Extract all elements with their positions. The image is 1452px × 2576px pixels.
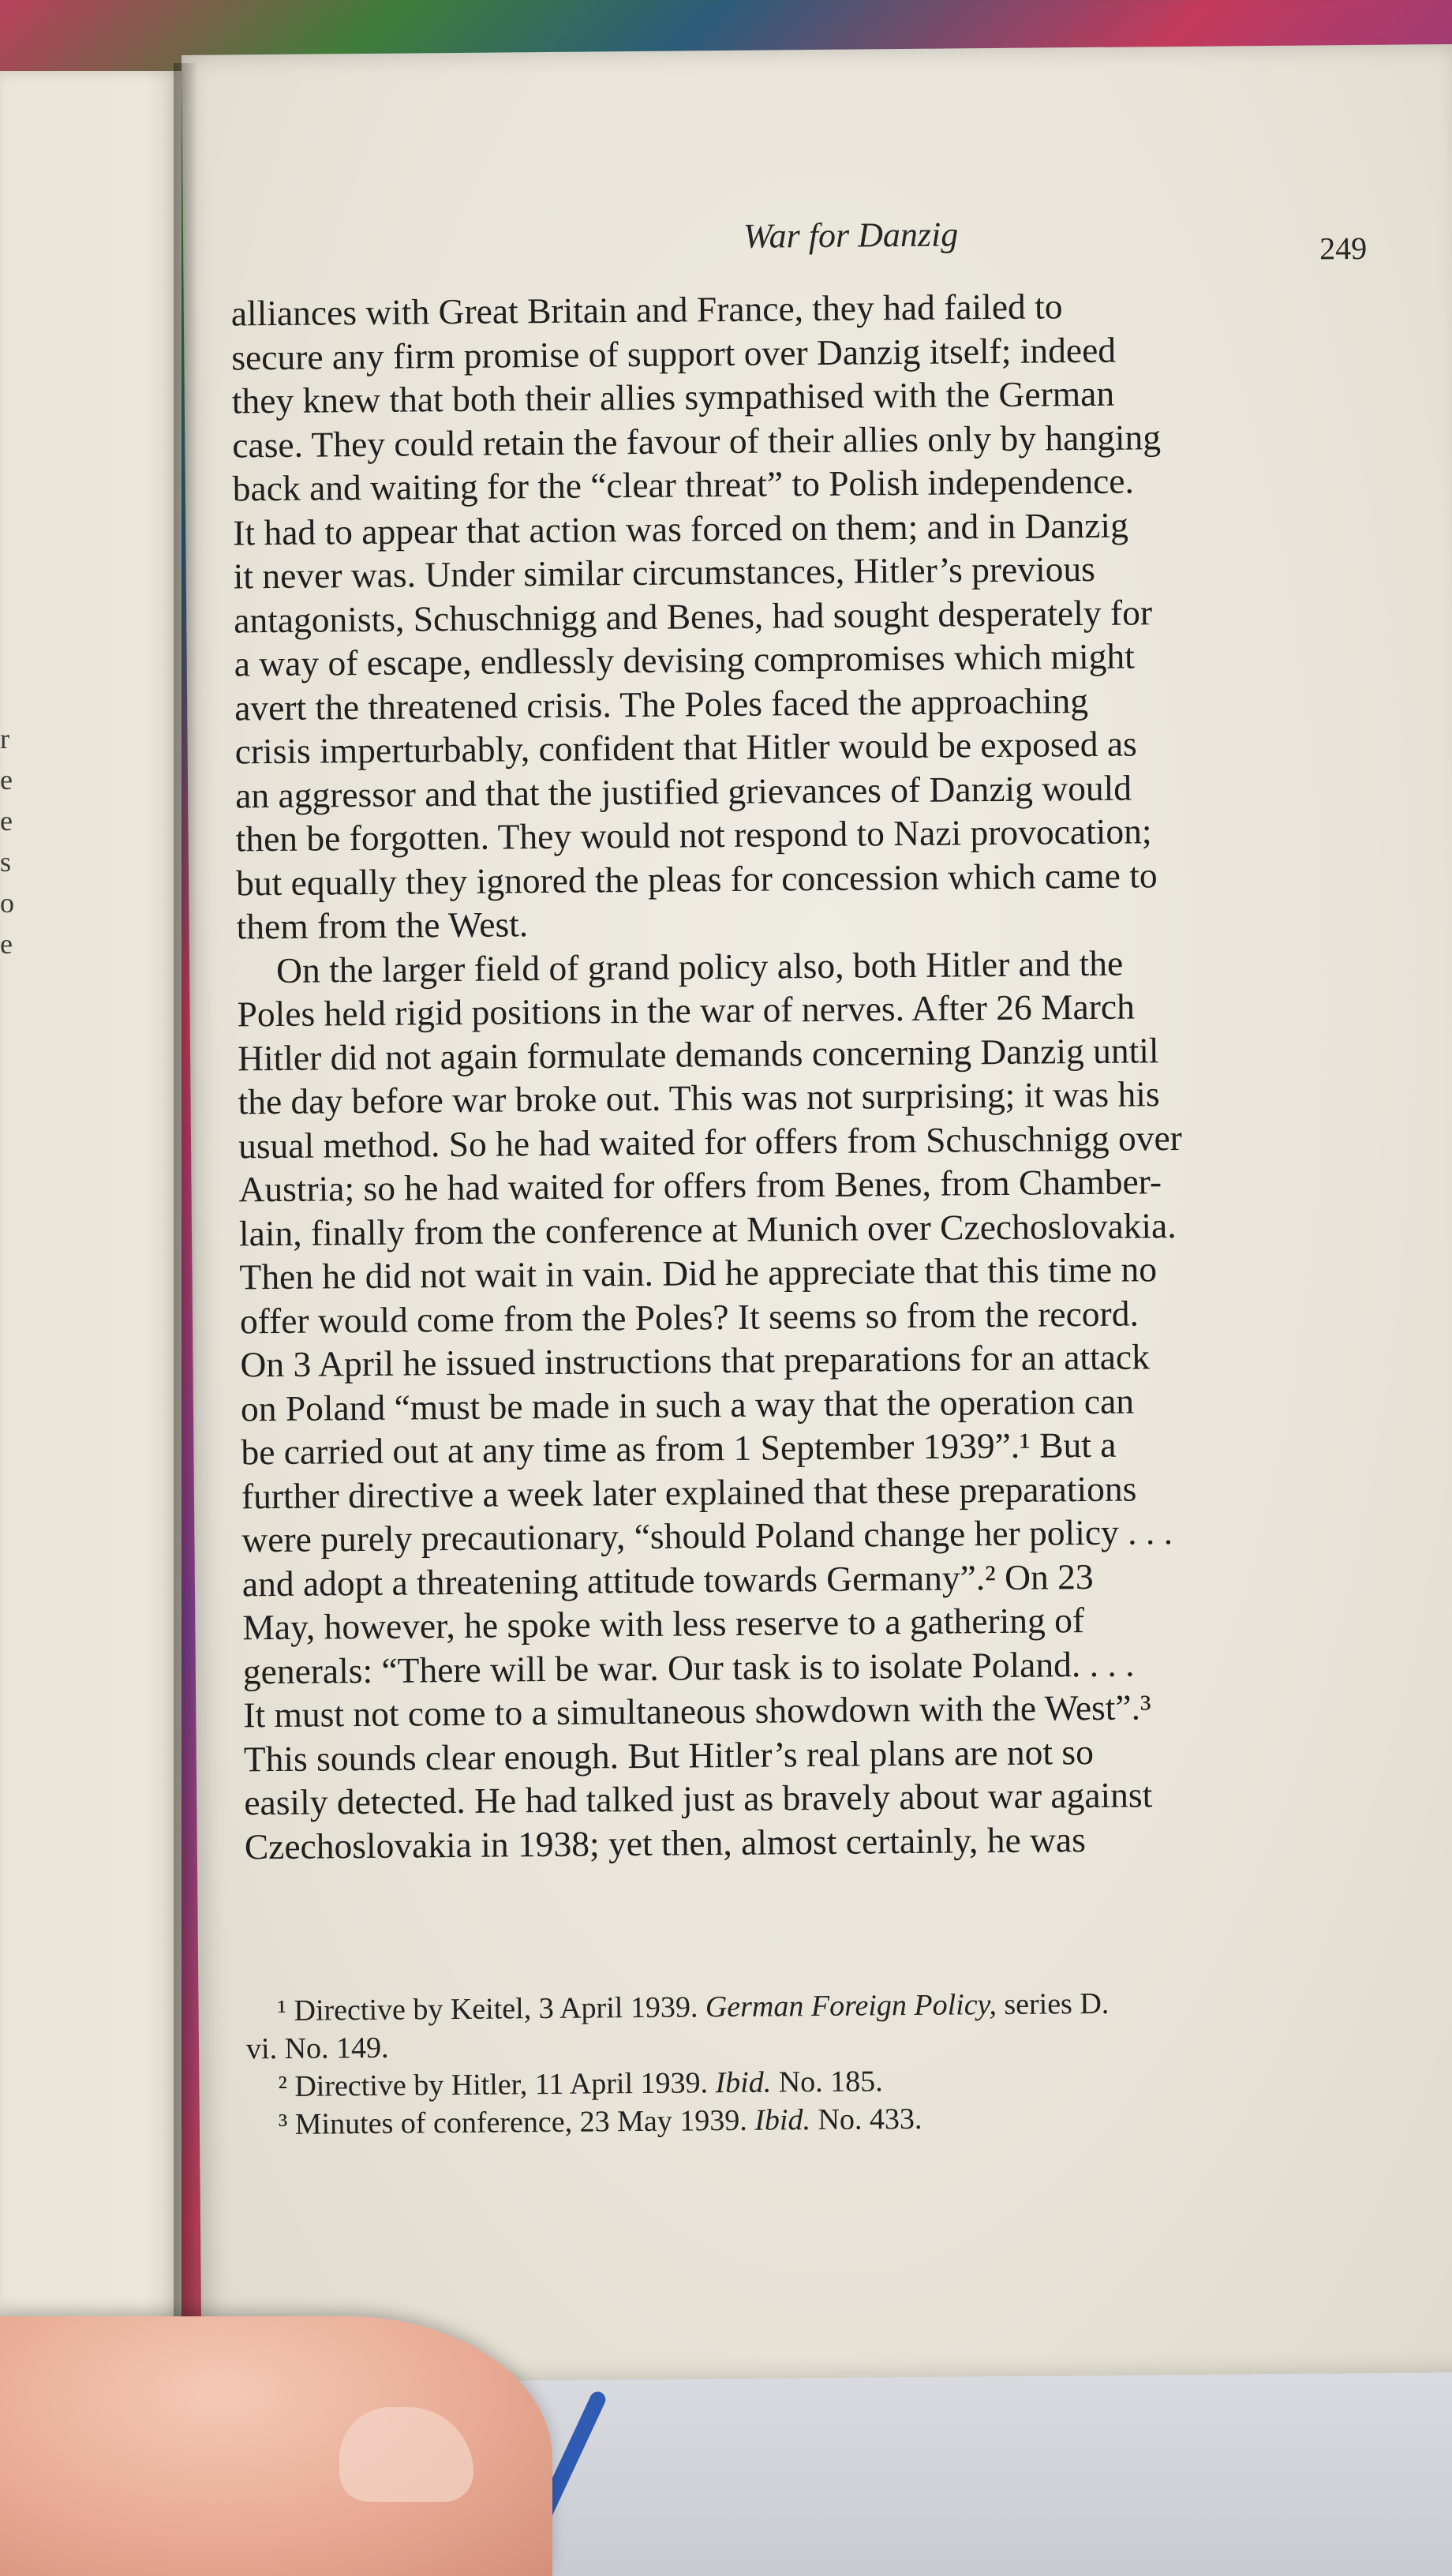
footnote-text: series D. [996, 1986, 1110, 2022]
text-line: usual method. So he had waited for offers from Schuschnigg over [238, 1117, 1183, 1166]
text-line: On the larger field of grand policy also, both Hitler and the [275, 942, 1124, 990]
text-line: an aggressor and that the justified grievances of Danzig would [234, 767, 1132, 815]
left-fragment: e [0, 928, 13, 960]
text-line: and adopt a threatening attitude towards Germany”.² On 23 [241, 1556, 1094, 1604]
text-line: offer would come from the Poles? It seems so from the record. [239, 1292, 1140, 1341]
text-line: This sounds clear enough. But Hitler’s real plans are not so [243, 1731, 1095, 1779]
left-fragment: e [0, 805, 13, 837]
text-line: Austria; so he had waited for offers from Benes, from Chamber- [238, 1161, 1162, 1210]
text-line: secure any firm promise of support over Danzig itself; indeed [231, 329, 1117, 377]
text-line: them from the West. [236, 904, 529, 947]
text-line: antagonists, Schuschnigg and Benes, had sought desperately for [234, 591, 1153, 640]
text-line: lain, finally from the conference at Munich over Czechoslovakia. [238, 1204, 1177, 1253]
text-line: It must not come to a simultaneous showdown with the West”.³ [243, 1687, 1151, 1735]
text-line: easily detected. He had talked just as bravely about war against [244, 1774, 1153, 1823]
footnote-italic: Ibid. [754, 2103, 811, 2137]
left-page [0, 71, 182, 2407]
text-line: be carried out at any time as from 1 September 1939”.¹ But a [241, 1424, 1117, 1473]
text-line: It had to appear that action was forced on them; and in Danzig [233, 504, 1129, 552]
text-line: case. They could retain the favour of their allies only by hanging [232, 416, 1162, 465]
text-line: Hitler did not again formulate demands concerning Danzig until [237, 1029, 1159, 1078]
running-title: War for Danzig [743, 215, 959, 256]
text-line: Czechoslovakia in 1938; yet then, almost certainly, he was [244, 1818, 1087, 1866]
left-page-text-fragments [0, 718, 32, 1050]
gutter-shadow [174, 63, 197, 2383]
left-fragment: o [0, 887, 14, 919]
left-fragment: s [0, 846, 12, 878]
text-line: were purely precautionary, “should Poland change her policy . . . [241, 1511, 1173, 1560]
text-line: they knew that both their allies sympathised with the German [231, 373, 1115, 421]
text-line: generals: “There will be war. Our task is to isolate Poland. . . . [242, 1643, 1135, 1691]
text-line: Then he did not wait in vain. Did he appreciate that this time no [239, 1249, 1158, 1297]
footnote-text: No. 433. [810, 2102, 922, 2137]
text-line: alliances with Great Britain and France, they had failed to [230, 286, 1063, 334]
left-fragment: r [0, 723, 9, 754]
text-line: a way of escape, endlessly devising compromises which might [234, 635, 1135, 684]
footnote-text: No. 185. [771, 2065, 883, 2099]
page-header [230, 195, 1399, 268]
text-line: crisis imperturbably, confident that Hitler would be exposed as [234, 723, 1137, 772]
text-line: May, however, he spoke with less reserve to a gathering of [242, 1600, 1085, 1648]
footnote-italic: Ibid. [715, 2065, 772, 2100]
text-line: back and waiting for the “clear threat” to Polish independence. [232, 460, 1135, 509]
footnote-1-continued: vi. No. 149. [245, 2031, 389, 2066]
footnote-text: ³ Minutes of conference, 23 May 1939. [278, 2103, 755, 2142]
left-fragment: e [0, 764, 13, 796]
text-line: then be forgotten. They would not respond to Nazi provocation; [235, 811, 1152, 859]
footnotes [245, 1983, 1368, 2144]
text-line: but equally they ignored the pleas for concession which came to [235, 854, 1158, 903]
right-page [182, 44, 1452, 2383]
text-line: avert the threatened crisis. The Poles faced the approaching [234, 680, 1089, 728]
page-number: 249 [1319, 230, 1368, 267]
footnote-text: ¹ Directive by Keitel, 3 April 1939. [277, 1990, 706, 2028]
text-line: further directive a week later explained that these preparations [241, 1468, 1137, 1516]
body-text [231, 282, 1365, 1868]
text-line: On 3 April he issued instructions that preparations for an attack [240, 1336, 1151, 1385]
footnote-text: ² Directive by Hitler, 11 April 1939. [278, 2066, 716, 2104]
text-line: on Poland “must be made in such a way that the operation can [240, 1380, 1135, 1428]
text-line: it never was. Under similar circumstances, Hitler’s previous [233, 548, 1096, 597]
text-line: Poles held rigid positions in the war of nerves. After 26 March [237, 986, 1136, 1035]
text-line: the day before war broke out. This was not surprising; it was his [238, 1073, 1160, 1122]
footnote-italic: German Foreign Policy, [705, 1988, 997, 2024]
thumb [0, 2316, 552, 2576]
